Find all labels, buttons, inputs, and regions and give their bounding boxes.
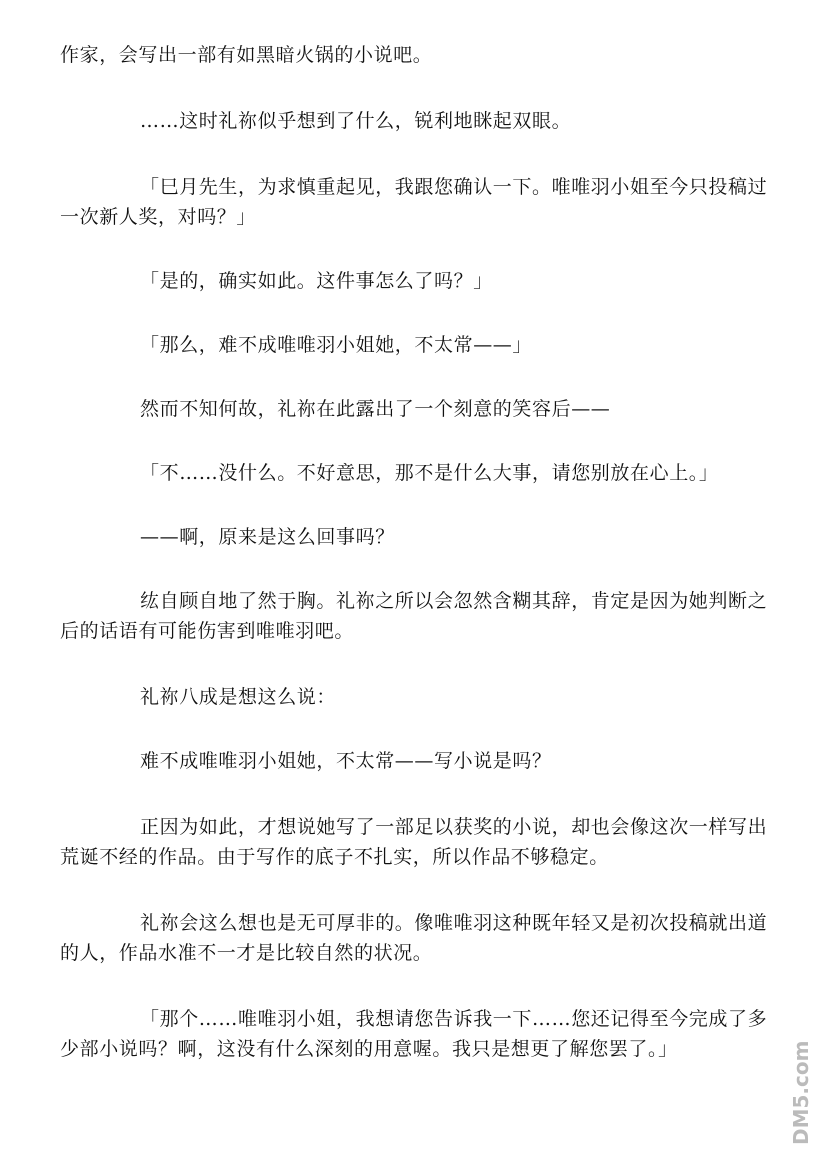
paragraph-dialogue: 「那个……唯唯羽小姐，我想请您告诉我一下……您还记得至今完成了多少部小说吗？啊，这没有什么深刻的用意喔。我只是想更了解您罢了。」 (60, 1008, 768, 1060)
paragraph-dialogue: 「巳月先生，为求慎重起见，我跟您确认一下。唯唯羽小姐至今只投稿过一次新人奖，对吗？」 (60, 176, 768, 228)
paragraph-dialogue: 「不……没什么。不好意思，那不是什么大事，请您别放在心上。」 (140, 462, 719, 484)
paragraph-narration: 礼祢会这么想也是无可厚非的。像唯唯羽这种既年轻又是初次投稿就出道的人，作品水准不一才是比较自然的状况。 (60, 912, 768, 964)
paragraph-narration: 难不成唯唯羽小姐她，不太常——写小说是吗？ (140, 750, 552, 772)
paragraph-narration: ……这时礼祢似乎想到了什么，锐利地眯起双眼。 (140, 110, 572, 132)
paragraph-dialogue: 「那么，难不成唯唯羽小姐她，不太常——」 (140, 334, 533, 356)
paragraph-dialogue: 「是的，确实如此。这件事怎么了吗？」 (140, 270, 493, 292)
paragraph-narration: 礼祢八成是想这么说： (140, 686, 337, 708)
paragraph-narration: 正因为如此，才想说她写了一部足以获奖的小说，却也会像这次一样写出荒诞不经的作品。由于写作的底子不扎实，所以作品不够稳定。 (60, 816, 768, 868)
paragraph-narration: 然而不知何故，礼祢在此露出了一个刻意的笑容后—— (140, 398, 611, 420)
svg-text:DM5.com: DM5.com (789, 1040, 813, 1145)
paragraph-narration: ——啊，原来是这么回事吗？ (140, 526, 395, 548)
site-watermark-logo (788, 1037, 816, 1147)
paragraph-continuation: 作家，会写出一部有如黑暗火锅的小说吧。 (60, 44, 433, 66)
paragraph-narration: 纮自顾自地了然于胸。礼祢之所以会忽然含糊其辞，肯定是因为她判断之后的话语有可能伤害到唯唯羽吧。 (60, 590, 768, 642)
